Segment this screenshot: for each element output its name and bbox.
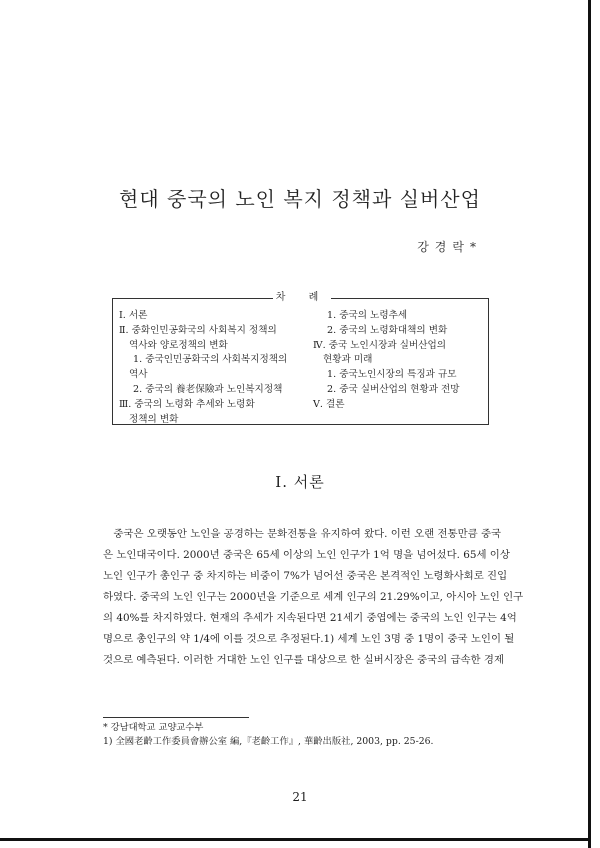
body-paragraph [103,524,524,671]
toc-entry: Ⅴ. 결론 [313,398,345,410]
section-heading: I. 서론 [275,473,325,491]
toc-entry: Ⅰ. 서론 [119,310,148,321]
paragraph-line: 의 40%를 차지하였다. 현재의 추세가 지속된다면 21세기 중엽에는 중국의 노인 인구는 4억 [103,612,517,624]
table-of-contents [112,292,489,425]
toc-entry: 2. 중국의 노령화대책의 변화 [327,324,448,336]
toc-entry: 1. 중국의 노령추세 [327,310,408,321]
toc-entry: 현황과 미래 [323,354,373,366]
page-edge-right [588,0,591,848]
page-number: 21 [292,790,308,804]
toc-entry: Ⅱ. 중화인민공화국의 사회복지 정책의 [119,324,277,336]
toc-entry: Ⅳ. 중국 노인시장과 실버산업의 [313,339,446,351]
author-name: 강경락* [417,240,482,254]
toc-entry: 1. 중국인민공화국의 사회복지정책의 [133,354,288,366]
page-edge-bottom [0,838,591,841]
toc-entry: 2. 중국 실버산업의 현황과 전망 [327,383,460,395]
toc-entry: Ⅲ. 중국의 노령화 추세와 노령화 [119,398,255,410]
toc-left-column [119,309,319,427]
toc-entry: 1. 중국노인시장의 특징과 규모 [327,369,457,381]
paragraph-line: 하였다. 중국의 노인 인구는 2000년을 기준으로 세계 인구의 21.29%이고, 아시아 노인 인구 [103,591,524,603]
toc-entry: 역사와 양로정책의 변화 [129,339,228,351]
toc-entry: 2. 중국의 養老保險과 노인복지정책 [133,383,283,395]
toc-right-column [313,309,488,413]
footnote-divider [103,717,249,718]
footnote-affiliation: * 강남대학교 교양교수부 [103,722,204,733]
paragraph-line: 명으로 총인구의 약 1/4에 이를 것으로 추정된다.1) 세계 노인 3명 중 1명이 중국 노인이 될 [103,633,515,645]
paragraph-line: 것으로 예측된다. 이러한 거대한 노인 인구를 대상으로 한 실버시장은 중국의 급속한 경제 [103,654,504,666]
toc-entry: 역사 [129,369,148,381]
toc-entry: 정책의 변화 [129,413,179,425]
footnote-reference: 1) 全國老齡工作委員會辦公室 編,『老齡工作』, 華齡出版社, 2003, pp. 25-26. [103,736,434,747]
paper-title: 현대 중국의 노인 복지 정책과 실버산업 [119,187,481,211]
paragraph-line: 노인 인구가 총인구 중 차지하는 비중이 7%가 넘어선 중국은 본격적인 노령화사회로 진입 [103,570,508,582]
paragraph-line: 은 노인대국이다. 2000년 중국은 65세 이상의 노인 인구가 1억 명을 넘어섰다. 65세 이상 [103,549,510,561]
toc-heading: 차 례 [273,291,331,305]
paragraph-line: 중국은 오랫동안 노인을 공경하는 문화전통을 유지하여 왔다. 이런 오랜 전통만큼 중국 [103,528,502,540]
